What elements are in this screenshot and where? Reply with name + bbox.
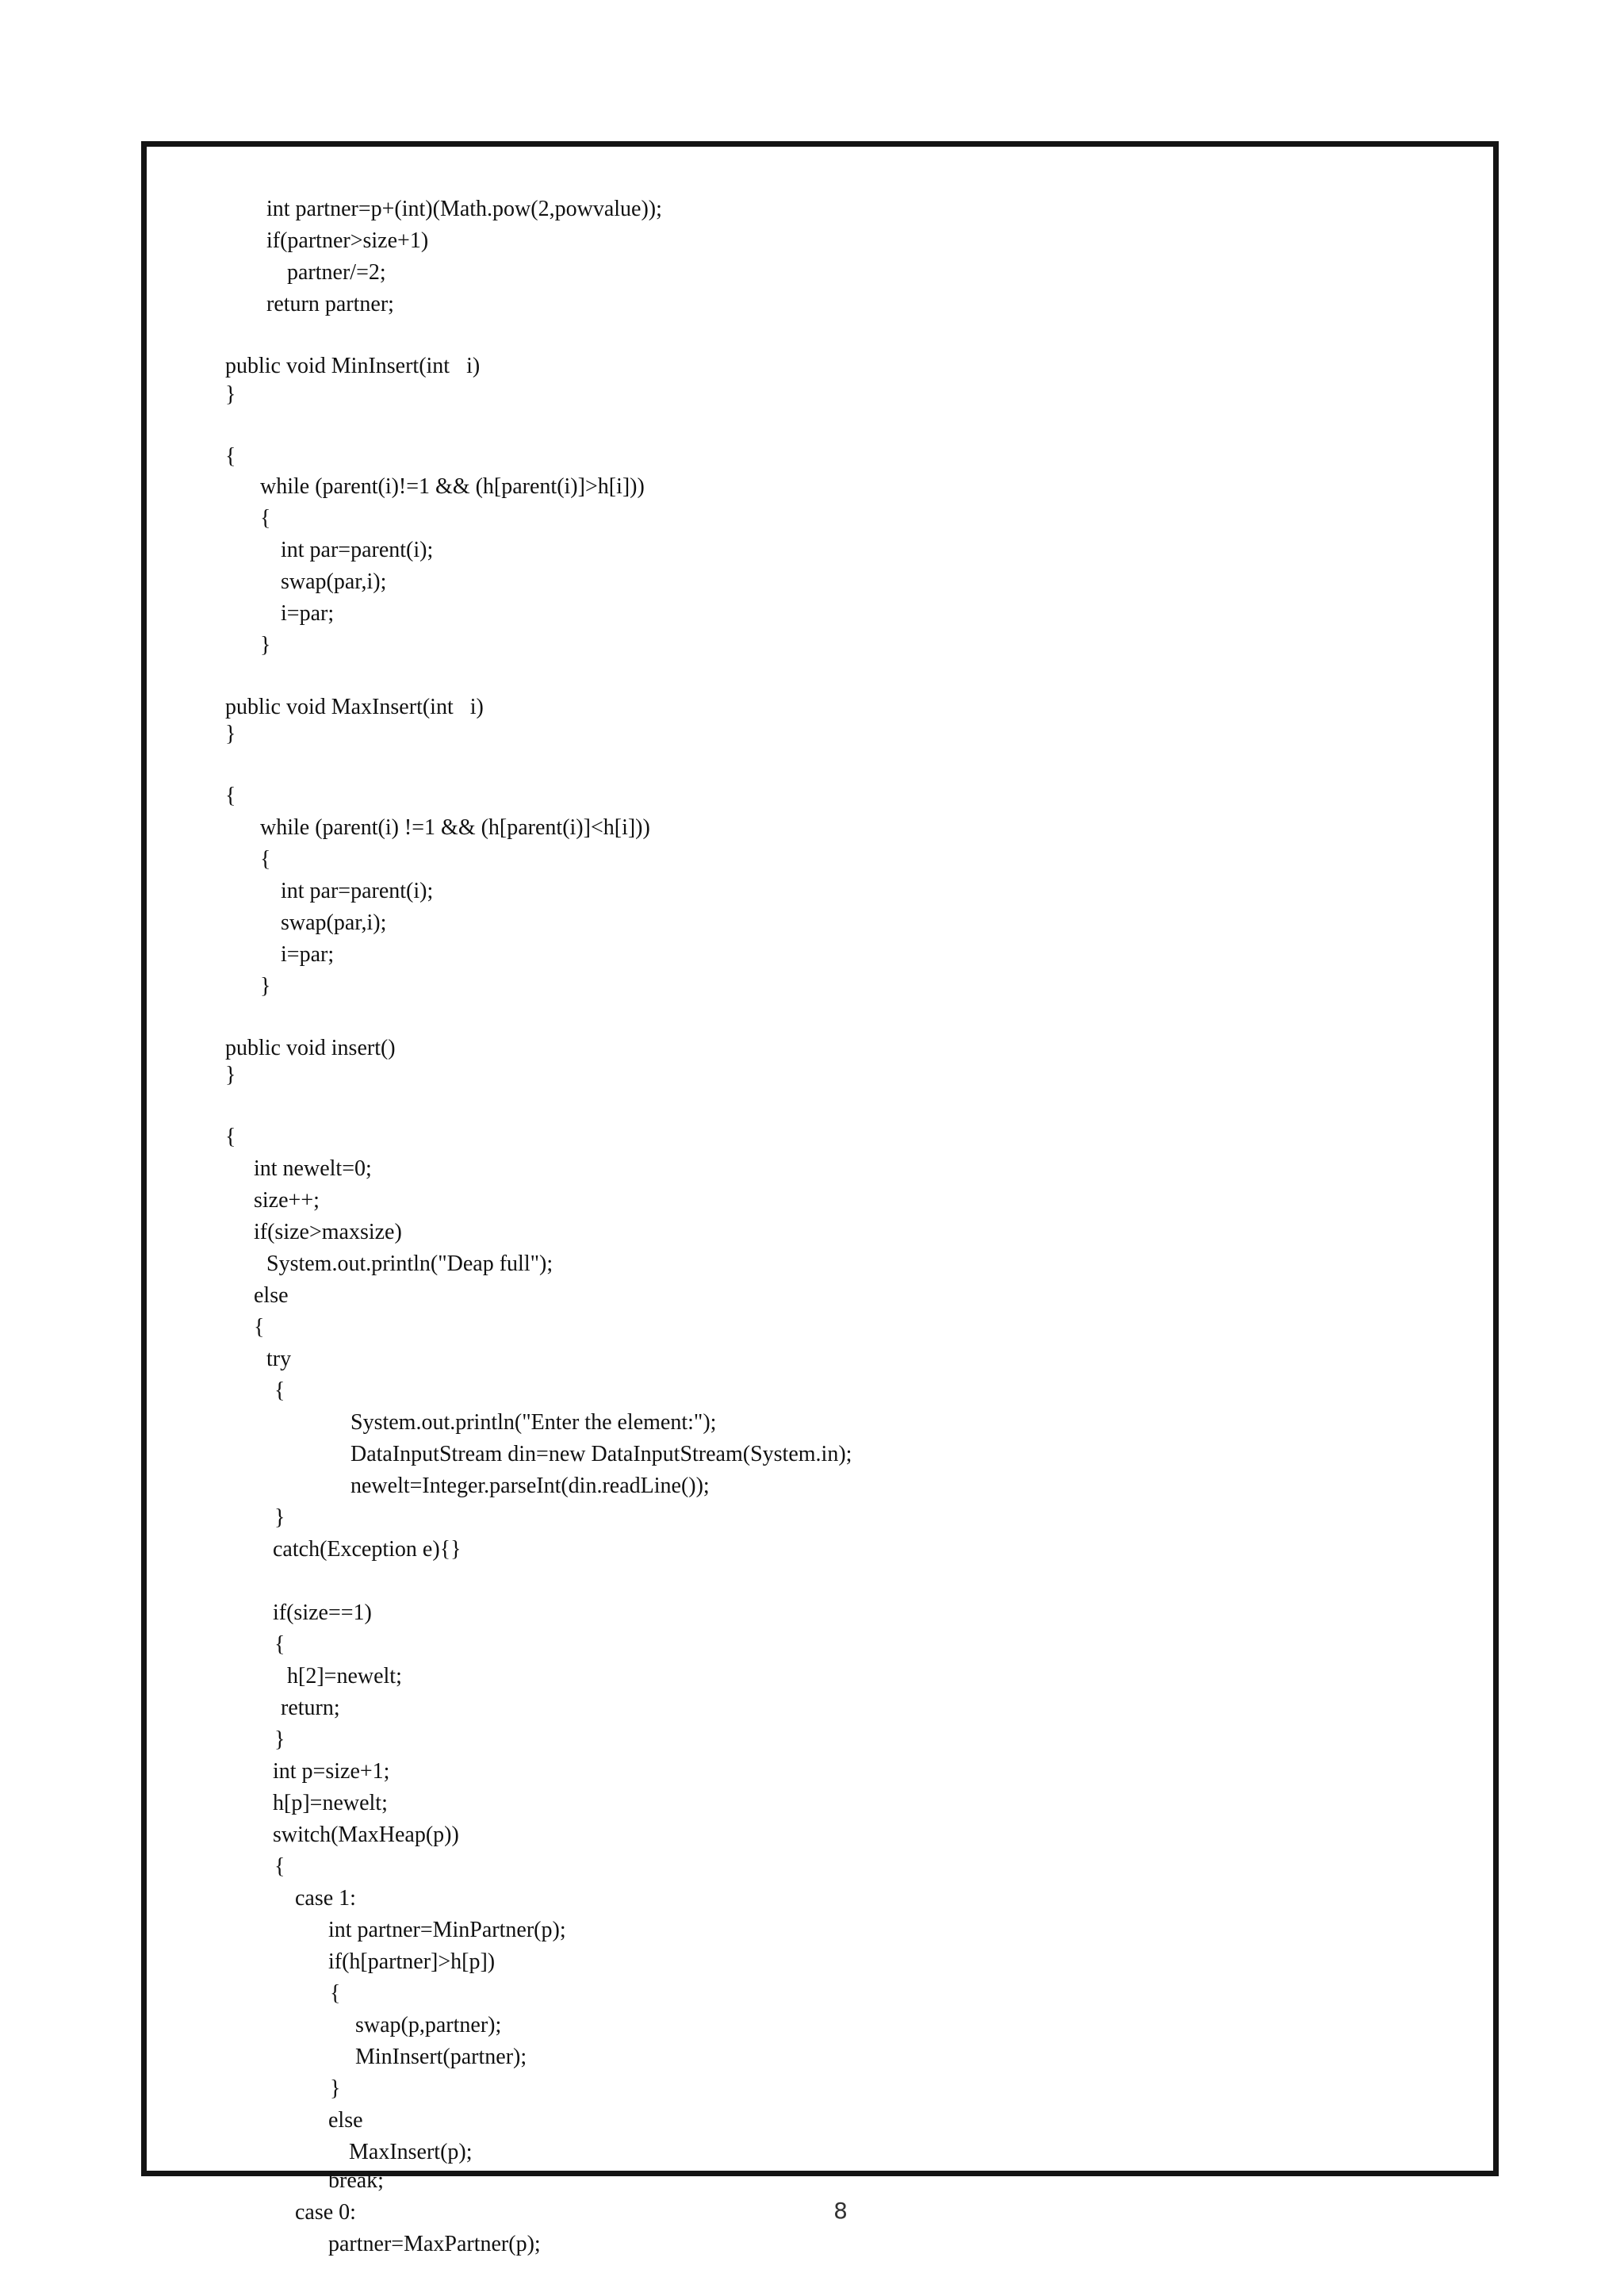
code-line: public void MaxInsert(int i) <box>225 695 484 719</box>
code-line: int partner=p+(int)(Math.pow(2,powvalue)); <box>266 197 662 221</box>
code-line: { <box>274 1378 285 1403</box>
code-line: if(size==1) <box>273 1600 372 1625</box>
code-line: while (parent(i)!=1 && (h[parent(i)]>h[i])) <box>260 474 645 499</box>
code-line: } <box>225 382 236 407</box>
code-line: newelt=Integer.parseInt(din.readLine()); <box>350 1474 710 1498</box>
code-line: swap(par,i); <box>281 569 387 594</box>
code-line: case 0: <box>295 2200 356 2225</box>
code-line: else <box>328 2108 363 2133</box>
code-line: swap(par,i); <box>281 910 387 935</box>
code-line: public void MinInsert(int i) <box>225 354 481 378</box>
code-line: i=par; <box>281 601 335 626</box>
code-line: { <box>274 1854 285 1879</box>
code-line: } <box>274 1727 285 1752</box>
code-line: int p=size+1; <box>273 1759 390 1784</box>
code-line: h[p]=newelt; <box>273 1791 388 1815</box>
code-line: else <box>254 1283 289 1308</box>
code-line: while (parent(i) !=1 && (h[parent(i)]<h[i])) <box>260 815 650 840</box>
code-line: { <box>330 1981 341 2006</box>
code-line: public void insert() <box>225 1036 396 1060</box>
code-line: } <box>330 2076 341 2101</box>
code-line: partner=MaxPartner(p); <box>328 2232 541 2256</box>
code-line: DataInputStream din=new DataInputStream(System.in); <box>350 1442 852 1466</box>
code-line: int partner=MinPartner(p); <box>328 1918 566 1942</box>
code-line: try <box>266 1347 292 1371</box>
code-line: MinInsert(partner); <box>355 2045 527 2069</box>
code-line: } <box>274 1505 285 1530</box>
code-line: System.out.println("Deap full"); <box>266 1251 553 1276</box>
code-line: } <box>225 722 236 746</box>
code-line: break; <box>328 2168 384 2193</box>
code-line: } <box>260 974 271 999</box>
code-line: { <box>225 444 236 469</box>
code-line: swap(p,partner); <box>355 2013 502 2037</box>
code-line: size++; <box>254 1188 320 1213</box>
code-line: return partner; <box>266 292 394 316</box>
page-number: 8 <box>833 2198 848 2224</box>
code-line: { <box>254 1315 265 1340</box>
code-line: } <box>225 1063 236 1087</box>
code-line: int par=parent(i); <box>281 879 434 903</box>
code-line: } <box>260 633 271 657</box>
code-line: int newelt=0; <box>254 1156 372 1181</box>
code-line: { <box>225 784 236 808</box>
code-line: System.out.println("Enter the element:"); <box>350 1410 717 1435</box>
code-line: return; <box>281 1696 340 1720</box>
code-line: { <box>260 506 271 531</box>
code-line: case 1: <box>295 1886 356 1911</box>
code-line: switch(MaxHeap(p)) <box>273 1823 459 1847</box>
code-line: MaxInsert(p); <box>349 2140 473 2164</box>
code-line: if(size>maxsize) <box>254 1220 402 1244</box>
code-line: h[2]=newelt; <box>287 1664 402 1688</box>
code-line: partner/=2; <box>287 260 386 285</box>
code-line: if(h[partner]>h[p]) <box>328 1949 496 1974</box>
code-line: { <box>225 1125 236 1149</box>
code-line: i=par; <box>281 942 335 967</box>
code-line: { <box>274 1632 285 1657</box>
code-line: if(partner>size+1) <box>266 228 429 253</box>
code-line: catch(Exception e){} <box>273 1537 462 1562</box>
code-line: int par=parent(i); <box>281 538 434 562</box>
code-line: { <box>260 847 271 872</box>
